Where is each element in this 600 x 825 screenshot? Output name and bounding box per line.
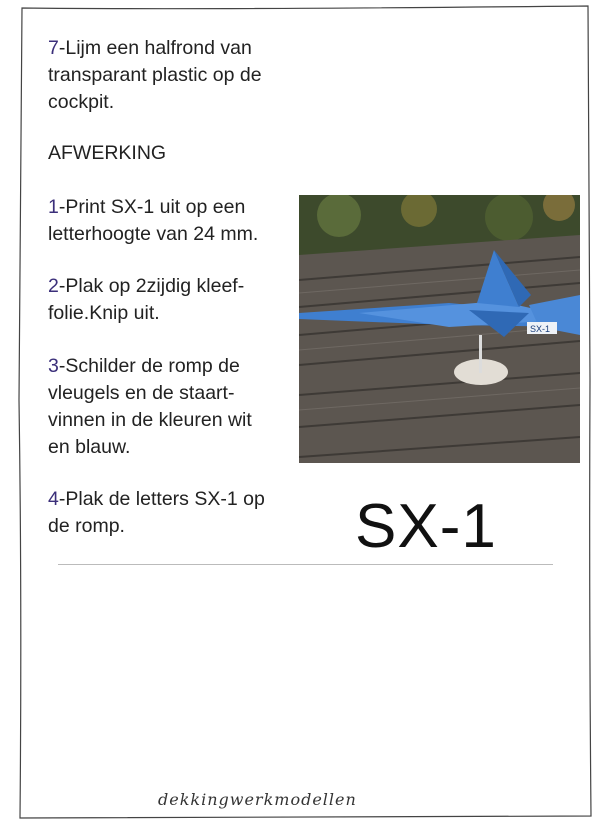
step-number: 3 — [48, 355, 59, 377]
section-heading: AFWERKING — [48, 142, 167, 164]
step-text: vinnen in de kleuren wit — [48, 409, 252, 431]
model-label: SX-1 — [530, 324, 551, 334]
step-number: 1 — [48, 196, 59, 218]
step-3 — [48, 353, 252, 461]
step-text: -Lijm een halfrond van — [58, 37, 252, 59]
divider — [58, 564, 553, 565]
big-label: SX-1 — [355, 492, 497, 561]
step-text: en blauw. — [48, 436, 131, 458]
step-7 — [48, 35, 262, 116]
step-1 — [48, 194, 258, 248]
step-text: vleugels en de staart- — [48, 382, 235, 404]
step-text: letterhoogte van 24 mm. — [48, 223, 259, 245]
step-text: -Plak op 2zijdig kleef- — [58, 275, 245, 297]
step-text: de romp. — [48, 515, 125, 537]
step-text: -Schilder de romp de — [58, 355, 240, 377]
signature: dekkingwerkmodellen — [158, 790, 357, 809]
step-text: -Plak de letters SX-1 op — [58, 488, 265, 510]
step-number: 2 — [48, 275, 59, 297]
step-number: 4 — [48, 488, 59, 510]
step-text: transparant plastic op de — [48, 64, 262, 86]
step-text: cockpit. — [48, 91, 115, 113]
model-photo — [299, 195, 580, 463]
step-text: folie.Knip uit. — [48, 302, 160, 324]
step-text: -Print SX-1 uit op een — [58, 196, 246, 218]
step-2 — [48, 273, 244, 327]
step-number: 7 — [48, 37, 59, 59]
step-4 — [48, 486, 265, 540]
